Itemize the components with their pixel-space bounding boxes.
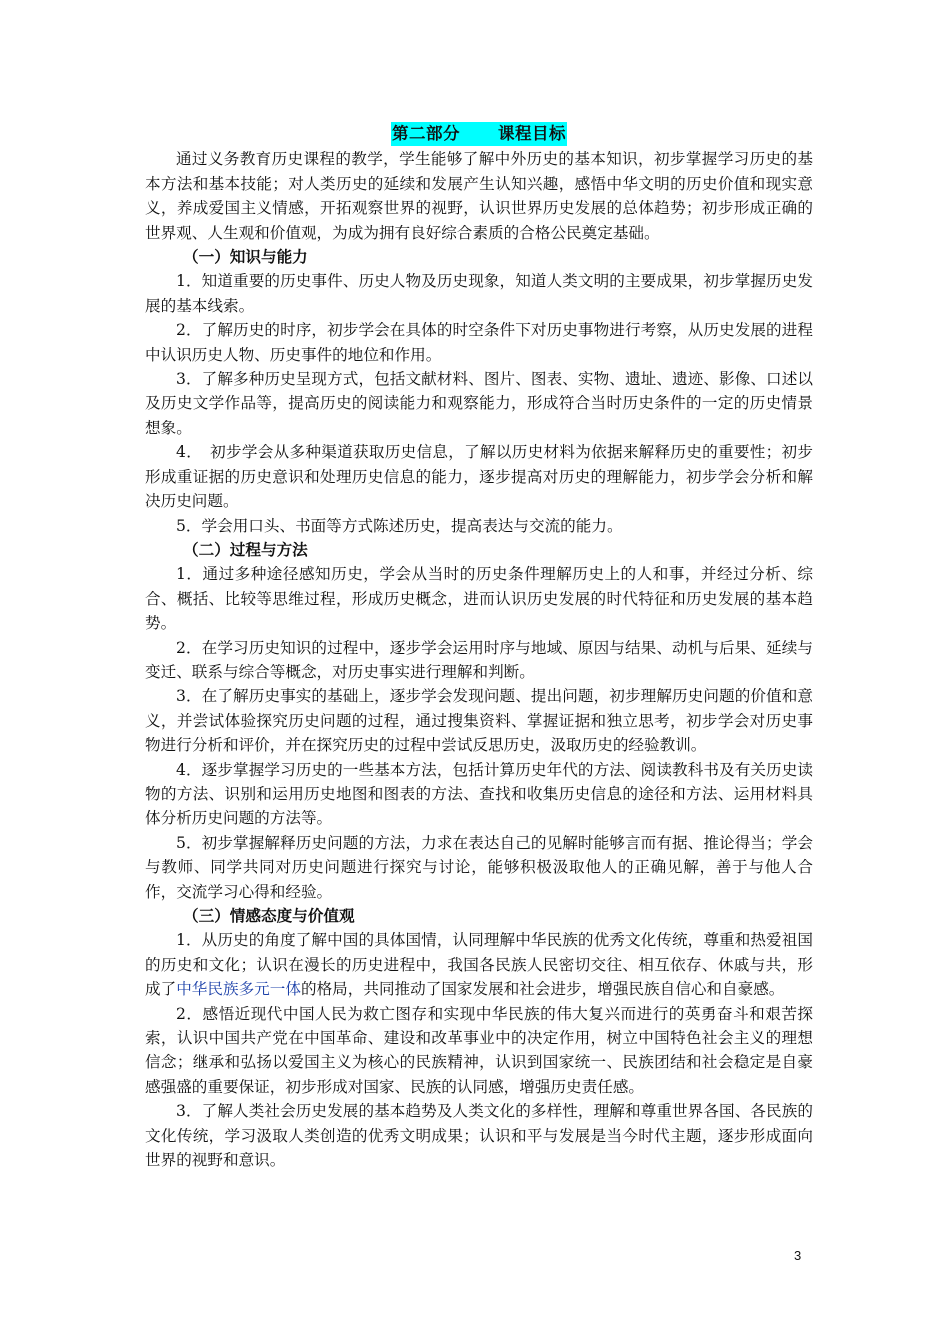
process-item-4: 4．逐步掌握学习历史的一些基本方法，包括计算历史年代的方法、阅读教科书及有关历史读物的方法、识别和运用历史地图和图表的方法、查找和收集历史信息的途径和方法、运用材料具体分析历史问题的方法等。 — [145, 760, 813, 828]
knowledge-item-2: 2．了解历史的时序，初步学会在具体的时空条件下对历史事物进行考察，从历史发展的进程中认识历史人物、历史事件的地位和作用。 — [145, 321, 813, 364]
process-item-1: 1．通过多种途径感知历史，学会从当时的历史条件理解历史上的人和事，并经过分析、综合、概括、比较等思维过程，形成历史概念，进而认识历史发展的时代特征和历史发展的基本趋势。 — [145, 565, 813, 633]
values-item-1: 1．从历史的角度了解中国的具体国情，认同理解中华民族的优秀文化传统，尊重和热爱祖国的历史和文化；认识在漫长的历史进程中，我国各民族人民密切交往、相互依存、休戚与共，形成了中华民族多元一体的格局，共同推动了国家发展和社会进步，增强民族自信心和自豪感。 — [145, 931, 813, 999]
document-body — [145, 122, 813, 1172]
intro-paragraph: 通过义务教育历史课程的教学，学生能够了解中外历史的基本知识，初步掌握学习历史的基本方法和基本技能；对人类历史的延续和发展产生认知兴趣，感悟中华文明的历史价值和现实意义，养成爱国主义情感，开拓观察世界的视野，认识世界历史发展的总体趋势；初步形成正确的世界观、人生观和价值观，为成为拥有良好综合素质的合格公民奠定基础。 — [145, 150, 813, 242]
title-highlight — [391, 122, 567, 146]
process-item-2: 2．在学习历史知识的过程中，逐步学会运用时序与地域、原因与结果、动机与后果、延续与变迁、联系与综合等概念，对历史事实进行理解和判断。 — [145, 638, 813, 681]
page-number: 3 — [794, 1248, 802, 1263]
knowledge-item-5: 5．学会用口头、书面等方式陈述历史，提高表达与交流的能力。 — [176, 516, 623, 535]
values-item-2: 2．感悟近现代中国人民为救亡图存和实现中华民族的伟大复兴而进行的英勇奋斗和艰苦探索，认识中国共产党在中国革命、建设和改革事业中的决定作用，树立中国特色社会主义的理想信念；继承和弘扬以爱国主义为核心的民族精神，认识到国家统一、民族团结和社会稳定是自豪感强盛的重要保证，初步形成对国家、民族的认同感，增强历史责任感。 — [145, 1004, 813, 1096]
process-item-3: 3．在了解历史事实的基础上，逐步学会发现问题、提出问题，初步理解历史问题的价值和意义，并尝试体验探究历史问题的过程，通过搜集资料、掌握证据和独立思考，初步学会对历史事物进行分析和评价，并在探究历史的过程中尝试反思历史，汲取历史的经验教训。 — [145, 687, 813, 755]
values-item-3: 3．了解人类社会历史发展的基本趋势及人类文化的多样性，理解和尊重世界各国、各民族的文化传统，学习汲取人类创造的优秀文明成果；认识和平与发展是当今时代主题，逐步形成面向世界的视野和意识。 — [145, 1102, 813, 1170]
knowledge-item-4: 4． 初步学会从多种渠道获取历史信息，了解以历史材料为依据来解释历史的重要性；初步形成重证据的历史意识和处理历史信息的能力，逐步提高对历史的理解能力，初步学会分析和解决历史问题。 — [145, 443, 813, 511]
section-heading-process: （二）过程与方法 — [183, 540, 308, 559]
knowledge-item-3: 3．了解多种历史呈现方式，包括文献材料、图片、图表、实物、遗址、遗迹、影像、口述以及历史文学作品等，提高历史的阅读能力和观察能力，形成符合当时历史条件的一定的历史情景想象。 — [145, 370, 813, 437]
section-heading-knowledge: （一）知识与能力 — [183, 248, 308, 267]
section-heading-values: （三）情感态度与价值观 — [183, 907, 355, 925]
page-title — [145, 122, 813, 146]
process-item-5: 5．初步掌握解释历史问题的方法，力求在表达自己的见解时能够言而有据、推论得当；学会与教师、同学共同对历史问题进行探究与讨论，能够积极汲取他人的正确见解，善于与他人合作，交流学习心得和经验。 — [145, 833, 813, 901]
knowledge-item-1: 1．知道重要的历史事件、历史人物及历史现象，知道人类文明的主要成果，初步掌握历史发展的基本线索。 — [145, 272, 813, 315]
title-name: 课程目标 — [498, 124, 566, 143]
title-part: 第二部分 — [392, 124, 460, 143]
hyperlink-zhonghua[interactable]: 中华民族多元一体 — [176, 980, 301, 999]
